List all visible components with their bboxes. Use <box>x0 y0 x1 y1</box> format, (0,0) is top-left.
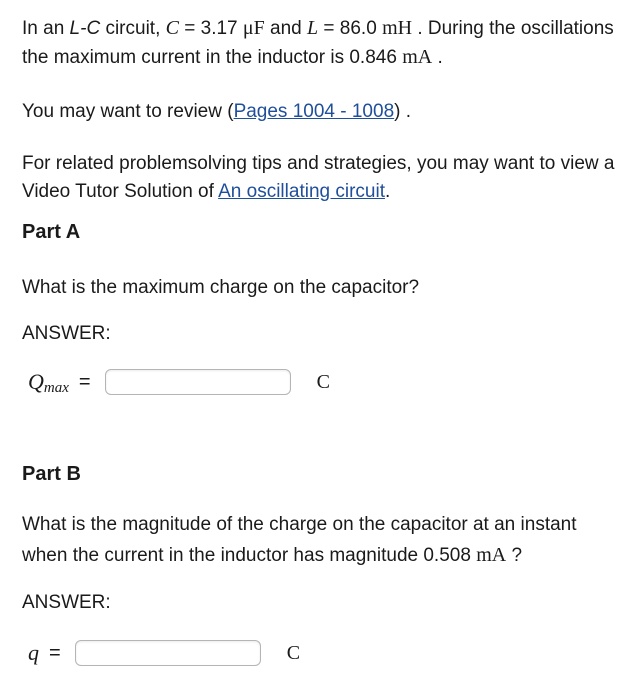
q-variable: q <box>28 640 39 665</box>
part-b-question-text: What is the magnitude of the charge on the capacitor at an instant when the current in the inductor has magnitude 0.508 <box>22 514 577 566</box>
related-text: For related problemsolving tips and strategies, you may want to view a Video Tutor Solution of <box>22 153 615 202</box>
part-b-current-unit: mA <box>476 544 507 566</box>
inductance-value: = 86.0 <box>318 18 383 39</box>
inductance-symbol: L <box>307 17 319 39</box>
part-a-unit: C <box>316 370 330 393</box>
intro-text-2: circuit, <box>100 18 166 39</box>
related-tips <box>22 150 622 206</box>
part-b-heading: Part B <box>22 463 81 485</box>
review-suffix: ) . <box>394 101 412 122</box>
max-current-text: . During the oscillations the maximum current in the inductor is 0.846 <box>22 18 614 68</box>
part-b-question-end: ? <box>506 545 523 566</box>
intro-end: . <box>432 47 443 68</box>
capacitance-value: = 3.17 <box>178 18 243 39</box>
part-a-answer-input[interactable] <box>105 369 291 395</box>
capacitance-symbol: C <box>165 17 179 39</box>
part-b-answer-row <box>22 631 622 675</box>
part-a-answer-label: ANSWER: <box>22 323 111 344</box>
review-pages-link[interactable]: Pages 1004 - 1008 <box>233 101 395 122</box>
part-b-question <box>22 510 622 571</box>
part-a-question: What is the maximum charge on the capacitor? <box>22 277 420 298</box>
part-a-heading: Part A <box>22 221 81 243</box>
part-b-equals-sign: = <box>49 641 61 664</box>
problem-statement <box>22 14 622 72</box>
qmax-variable: Q <box>28 369 44 394</box>
review-line <box>22 98 622 126</box>
part-b-unit: C <box>286 641 301 664</box>
intro-text-1: In an <box>22 18 70 39</box>
part-a-answer-row <box>22 360 622 404</box>
capacitance-unit: μF <box>242 17 265 39</box>
circuit-type: L-C <box>69 18 101 39</box>
part-b-answer-label: ANSWER: <box>22 592 111 613</box>
intro-text-4: and <box>264 18 308 39</box>
inductance-unit: mH <box>382 17 413 39</box>
video-tutor-link[interactable]: An oscillating circuit <box>218 181 385 202</box>
part-a-equals-sign: = <box>78 370 91 393</box>
current-unit: mA <box>402 46 433 68</box>
qmax-subscript: max <box>43 379 69 396</box>
problem-page <box>22 14 622 675</box>
review-prefix: You may want to review ( <box>22 101 234 122</box>
related-suffix: . <box>384 181 391 202</box>
part-b-answer-input[interactable] <box>75 640 261 666</box>
